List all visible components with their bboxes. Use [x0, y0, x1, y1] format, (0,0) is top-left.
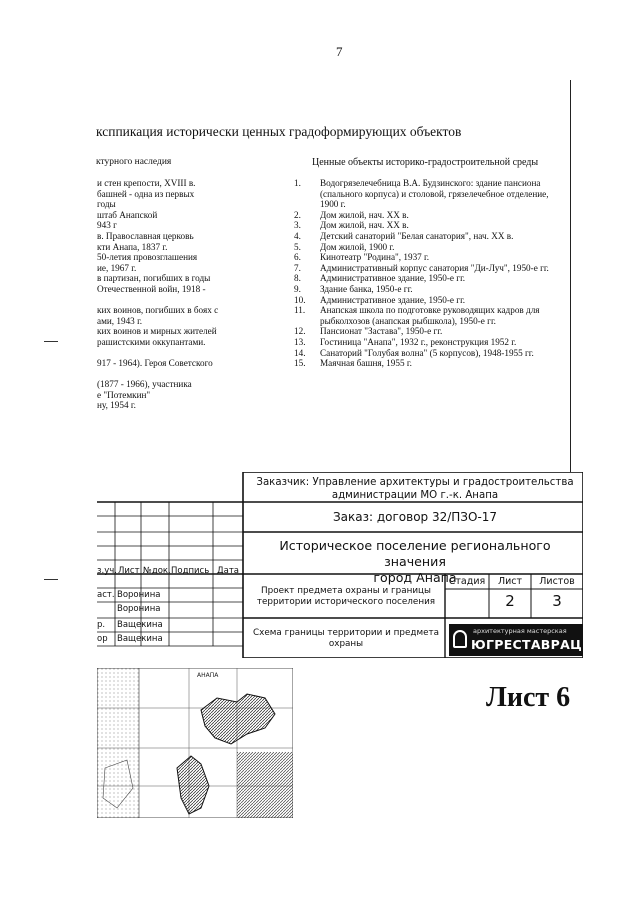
title-block-stamp [97, 472, 603, 658]
drawing-name-line-2: охраны [328, 639, 364, 649]
company-logo [449, 624, 603, 656]
item-number: 5. [294, 241, 301, 252]
map-thumbnail [97, 668, 293, 818]
project-description-line-1: Проект предмета охраны и границы [261, 586, 431, 596]
sheet-label: Лист 6 [486, 682, 571, 713]
heritage-object-line: кти Анапа, 1837 г. [97, 241, 168, 252]
item-text: Дом жилой, нач. XX в. [320, 220, 409, 231]
role-cell: аст. [97, 590, 115, 600]
page-heading: ксппикация исторически ценных градоформирующих объектов [96, 124, 462, 139]
valuable-object-item [294, 326, 566, 337]
project-description [247, 586, 445, 608]
stage-label: Стадия [448, 576, 486, 587]
item-text: Гостиница "Анапа", 1932 г., реконструкция 1952 г. [320, 336, 517, 347]
sheet-value: 2 [505, 592, 515, 610]
project-title-line-1: Историческое поселение регионального значения [279, 538, 551, 569]
customer-line-2: администрации МО г.-к. Анапа [331, 489, 499, 501]
item-text: Пансионат "Застава", 1950-е гг. [320, 326, 443, 337]
heritage-object-line: в партизан, погибших в годы [97, 273, 211, 284]
heritage-object-line: Отечественной войн, 1918 - [97, 283, 206, 294]
item-number: 4. [294, 230, 301, 241]
item-number: 9. [294, 283, 301, 294]
order-number: Заказ: договор 32/ПЗО-17 [332, 510, 498, 524]
valuable-object-item [294, 273, 566, 284]
project-description-line-2: территории исторического поселения [256, 597, 436, 607]
heritage-object-line: 50-летия провозглашения [97, 252, 198, 263]
frame-border [570, 80, 571, 472]
valuable-object-item [294, 242, 566, 253]
heritage-object-line: ну, 1954 г. [97, 400, 136, 411]
logo-subtitle: архитектурная мастерская [473, 627, 567, 635]
heritage-object-line: штаб Анапской [97, 209, 158, 220]
logo-title: ЮГРЕСТАВРАЦИЯ [471, 637, 603, 652]
column-logo-icon [453, 630, 467, 648]
signatory-name: Воронина [117, 604, 161, 614]
valuable-object-item [294, 263, 566, 274]
drawing-name [247, 628, 445, 650]
item-text: Административное здание, 1950-е гг. [320, 294, 466, 305]
item-number: 13. [294, 336, 306, 347]
role-cell: ор [97, 634, 108, 644]
map-thumbnail-graphic [97, 668, 293, 818]
heritage-object-line: годы [97, 199, 116, 210]
item-text: Детский санаторий "Белая санатория", нач. XX в. [320, 230, 514, 241]
heritage-object-line: ие, 1967 г. [97, 262, 137, 273]
customer-text [247, 477, 583, 502]
item-number: 2. [294, 209, 301, 220]
map-thumbnail-label: АНАПА [197, 672, 219, 679]
item-number: 6. [294, 252, 301, 263]
heritage-object-line: (1877 - 1966), участника [97, 379, 192, 390]
valuable-object-item [294, 210, 566, 221]
role-cell: р. [97, 620, 106, 630]
item-number: 7. [294, 262, 301, 273]
heritage-object-line: ами, 1943 г. [97, 315, 143, 326]
valuable-object-item [294, 231, 566, 242]
valuable-object-item [294, 178, 566, 210]
heritage-object-line: 943 г [97, 220, 117, 231]
item-text: Маячная башня, 1955 г. [320, 358, 412, 369]
signatory-name: Воронина [117, 590, 161, 600]
heritage-object-line: в. Православная церковь [97, 230, 194, 241]
item-number: 15. [294, 358, 306, 369]
heritage-object-line: рашистскими оккупантами. [97, 336, 206, 347]
item-text: Кинотеатр "Родина", 1937 г. [320, 252, 430, 263]
heritage-object-line [97, 295, 277, 306]
item-number: 10. [294, 294, 306, 305]
project-title-line-2: город Анапа [373, 570, 457, 585]
valuable-object-item [294, 358, 566, 369]
heritage-objects-list [97, 178, 277, 411]
item-text: Здание банка, 1950-е гг. [320, 283, 413, 294]
heritage-object-line [97, 369, 277, 380]
item-text: Дом жилой, нач. XX в. [320, 209, 409, 220]
sheets-total-label: Листов [539, 576, 575, 587]
col-header-date: Дата [217, 566, 240, 576]
item-number: 11. [294, 305, 306, 316]
valuable-object-item [294, 305, 566, 326]
valuable-object-item [294, 252, 566, 263]
signatory-name: Ващекина [117, 634, 163, 644]
item-number: 8. [294, 273, 301, 284]
left-column-heading: ктурного наследия [96, 157, 172, 167]
valuable-object-item [294, 284, 566, 295]
item-text: Административный корпус санатория "Ди-Луч", 1950-е гг. [320, 262, 549, 273]
col-header-doc: №док. [143, 566, 171, 576]
signatory-name: Ващекина [117, 620, 163, 630]
item-text: Дом жилой, 1900 г. [320, 241, 395, 252]
heritage-object-line: е "Потемкин" [97, 389, 151, 400]
valuable-object-item [294, 348, 566, 359]
valuable-object-item [294, 295, 566, 306]
sheets-total-value: 3 [552, 592, 562, 610]
item-text: Водогрязелечебница В.А. Будзинского: здание пансиона (спального корпуса) и столовой, грязелечебное отделение, 1900 г. [320, 178, 549, 210]
valuable-objects-list [294, 178, 566, 369]
heritage-object-line: 917 - 1964). Героя Советского [97, 358, 213, 369]
heritage-object-line [97, 348, 277, 359]
heritage-object-line: ких воинов и мирных жителей [97, 326, 217, 337]
sheet-label: Лист [497, 576, 523, 587]
item-text: Санаторий "Голубая волна" (5 корпусов), 1948-1955 гг. [320, 347, 534, 358]
item-text: Анапская школа по подготовке руководящих кадров для рыбколхозов (анапская рыбшкола), 1950-е гг. [320, 305, 540, 326]
col-header-signature: Подпись [171, 566, 210, 576]
item-number: 14. [294, 347, 306, 358]
drawing-name-line-1: Схема границы территории и предмета [252, 628, 440, 638]
item-text: Административное здание, 1950-е гг. [320, 273, 466, 284]
valuable-object-item [294, 220, 566, 231]
right-column-heading: Ценные объекты историко-градостроительной среды [312, 157, 539, 168]
heritage-object-line: башней - одна из первых [97, 188, 195, 199]
item-number: 3. [294, 220, 301, 231]
item-number: 12. [294, 326, 306, 337]
scan-mark [44, 341, 58, 342]
heritage-object-line: и стен крепости, XVIII в. [97, 178, 196, 188]
heritage-object-line: ких воинов, погибших в боях с [97, 305, 219, 316]
col-header-change: з.уч. [97, 566, 117, 576]
customer-line-1: Заказчик: Управление архитектуры и градостроительства [256, 477, 574, 488]
item-number: 1. [294, 178, 301, 188]
scan-mark [44, 579, 58, 580]
page-number: 7 [336, 44, 343, 59]
valuable-object-item [294, 337, 566, 348]
col-header-sheet: Лист [118, 566, 140, 576]
